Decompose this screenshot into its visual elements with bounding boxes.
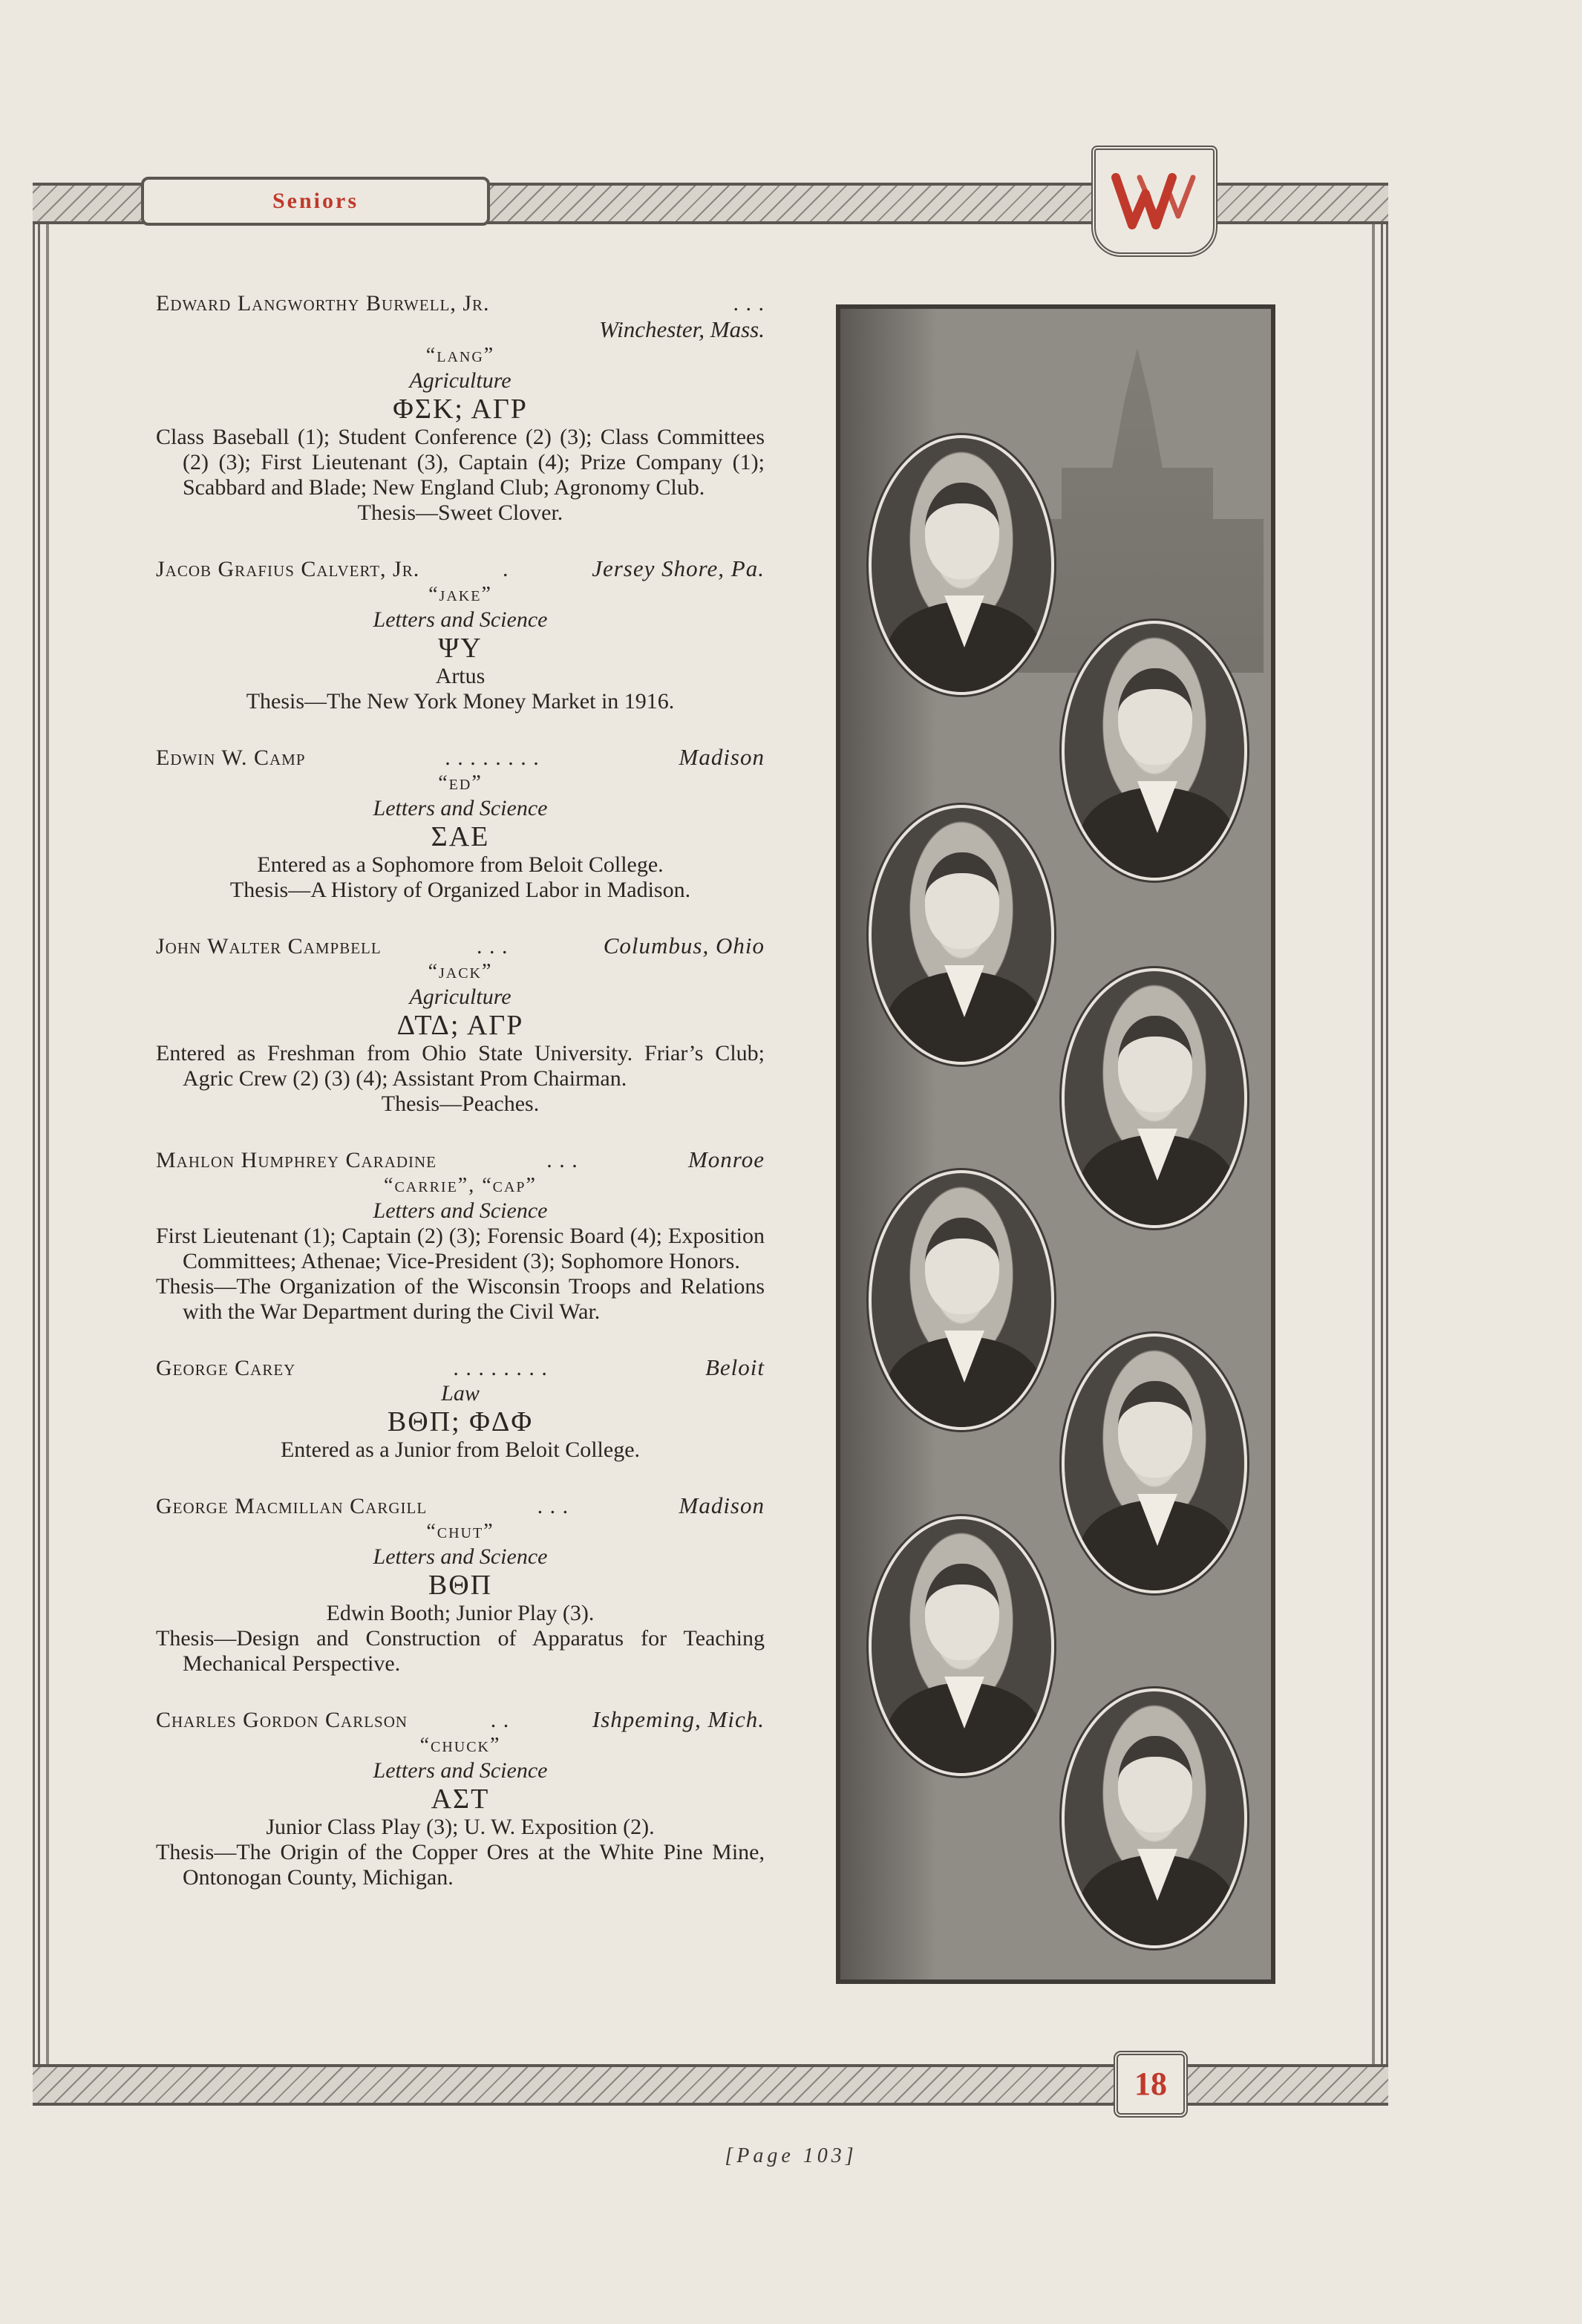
entry-greek: ΑΣΤ xyxy=(431,1783,490,1815)
entry-dots: . . . xyxy=(733,291,765,316)
entry-name-row xyxy=(156,744,765,771)
entry-description: Class Baseball (1); Student Conference (2) (3); Class Committees (2) (3); First Lieutenant (3), Captain (4); Prize Company (1); Scabbard and Blade; New England Club; Agronomy Club. xyxy=(156,425,765,500)
entry-home: Beloit xyxy=(705,1354,765,1380)
entry-name: Jacob Grafius Calvert, Jr. xyxy=(156,557,420,581)
capitol-building-illustration xyxy=(1011,331,1264,673)
entry-name: George Carey xyxy=(156,1356,296,1380)
entry-home: Winchester, Mass. xyxy=(598,316,765,342)
portrait-campbell xyxy=(1062,968,1247,1228)
entry-name: Edward Langworthy Burwell, Jr. xyxy=(156,291,490,316)
entry-name-row xyxy=(156,1492,765,1519)
entry-home: Madison xyxy=(679,744,765,770)
entry-camp xyxy=(156,744,765,903)
entry-caradine xyxy=(156,1146,765,1325)
entry-name: George Macmillan Cargill xyxy=(156,1494,428,1518)
page-number-badge: 18 xyxy=(1114,2051,1188,2118)
entry-description: First Lieutenant (1); Captain (2) (3); Forensic Board (4); Exposition Committees; Athenae; Vice-President (3); Sophomore Honors. xyxy=(156,1224,765,1273)
entry-home: Columbus, Ohio xyxy=(603,933,765,959)
entry-course: Letters and Science xyxy=(373,1544,548,1569)
portrait-caradine xyxy=(869,1170,1054,1430)
entry-campbell xyxy=(156,933,765,1117)
entry-thesis: Thesis—Peaches. xyxy=(381,1091,540,1116)
entry-description: Entered as a Junior from Beloit College. xyxy=(280,1437,641,1462)
entry-name-row xyxy=(156,1706,765,1733)
entry-greek: ΒΘΠ xyxy=(428,1570,493,1601)
entry-nickname: “jake” xyxy=(428,583,492,606)
entry-thesis: Thesis—Design and Construction of Apparatus for Teaching Mechanical Perspective. xyxy=(156,1626,765,1676)
entry-dots: . . . xyxy=(476,934,509,959)
entry-thesis: Thesis—The New York Money Market in 1916. xyxy=(246,689,675,714)
entry-description: Entered as a Sophomore from Beloit College. xyxy=(257,852,664,877)
entry-thesis: Thesis—The Organization of the Wisconsin Troops and Relations with the War Department during the Civil War. xyxy=(156,1274,765,1324)
entry-nickname: “chuck” xyxy=(419,1734,501,1757)
entry-name: Mahlon Humphrey Caradine xyxy=(156,1148,437,1172)
entry-dots: . . . xyxy=(537,1494,569,1518)
portrait-panel xyxy=(836,304,1275,1984)
entry-name-row xyxy=(156,933,765,959)
entry-course: Letters and Science xyxy=(373,1198,548,1223)
entry-course: Letters and Science xyxy=(373,607,548,632)
entry-name: John Walter Campbell xyxy=(156,934,382,959)
portrait-cargill xyxy=(869,1516,1054,1776)
entry-dots: . xyxy=(502,557,509,581)
portrait-camp xyxy=(869,805,1054,1065)
entry-description: Entered as Freshman from Ohio State University. Friar’s Club; Agric Crew (2) (3) (4); Assistant Prom Chairman. xyxy=(156,1041,765,1091)
entry-course: Letters and Science xyxy=(373,796,548,820)
portrait-burwell xyxy=(869,435,1054,695)
entry-name-row xyxy=(156,1354,765,1381)
portrait-calvert xyxy=(1062,621,1247,881)
entry-nickname: “jack” xyxy=(428,960,493,983)
entry-course: Agriculture xyxy=(409,368,511,393)
entry-dots: . . . xyxy=(546,1148,578,1172)
entry-carlson xyxy=(156,1706,765,1890)
page-number-footer: [Page 103] xyxy=(725,2144,857,2167)
entry-name-row xyxy=(156,291,765,316)
entry-carey xyxy=(156,1354,765,1463)
entry-name-row xyxy=(156,1146,765,1173)
entry-home: Jersey Shore, Pa. xyxy=(592,555,765,581)
entry-nickname: “chut” xyxy=(426,1520,494,1543)
entry-thesis: Thesis—The Origin of the Copper Ores at the White Pine Mine, Ontonogan County, Michigan. xyxy=(156,1840,765,1890)
entry-name: Edwin W. Camp xyxy=(156,745,306,770)
entry-greek: ΔΤΔ; ΑΓΡ xyxy=(396,1010,524,1041)
entry-greek: ΣΑΕ xyxy=(431,821,490,852)
entry-cargill xyxy=(156,1492,765,1677)
entry-name-row xyxy=(156,555,765,582)
entry-greek: ΒΘΠ; ΦΔΦ xyxy=(387,1406,534,1437)
entry-description: Junior Class Play (3); U. W. Exposition (2). xyxy=(266,1815,655,1839)
entry-nickname: “lang” xyxy=(425,344,495,367)
w-logo-icon xyxy=(1091,146,1217,257)
entry-home: Monroe xyxy=(687,1146,765,1172)
entry-course: Agriculture xyxy=(409,985,511,1009)
biography-column xyxy=(156,291,765,1920)
entry-home: Madison xyxy=(679,1492,765,1518)
entry-thesis: Thesis—A History of Organized Labor in Madison. xyxy=(229,878,691,902)
entry-greek: ΦΣΚ; ΑΓΡ xyxy=(393,394,528,425)
portrait-carey xyxy=(1062,1334,1247,1593)
entry-dots: . . . . . . . . xyxy=(445,745,540,770)
entry-home: Ishpeming, Mich. xyxy=(592,1706,765,1732)
entry-course: Law xyxy=(441,1381,480,1406)
portrait-carlson xyxy=(1062,1688,1247,1948)
entry-greek: ΨΥ xyxy=(438,633,483,664)
entry-extra: Edwin Booth; Junior Play (3). xyxy=(326,1601,595,1625)
entry-dots: . . xyxy=(490,1708,510,1732)
entry-extra: Artus xyxy=(435,664,486,688)
entry-nickname: “carrie”, “cap” xyxy=(384,1174,537,1197)
entry-burwell xyxy=(156,291,765,526)
entry-thesis: Thesis—Sweet Clover. xyxy=(357,500,563,525)
entry-calvert xyxy=(156,555,765,714)
entry-name: Charles Gordon Carlson xyxy=(156,1708,408,1732)
section-label: Seniors xyxy=(141,177,490,226)
entry-course: Letters and Science xyxy=(373,1758,548,1783)
entry-dots: . . . . . . . . xyxy=(453,1356,548,1380)
entry-nickname: “ed” xyxy=(438,771,483,794)
